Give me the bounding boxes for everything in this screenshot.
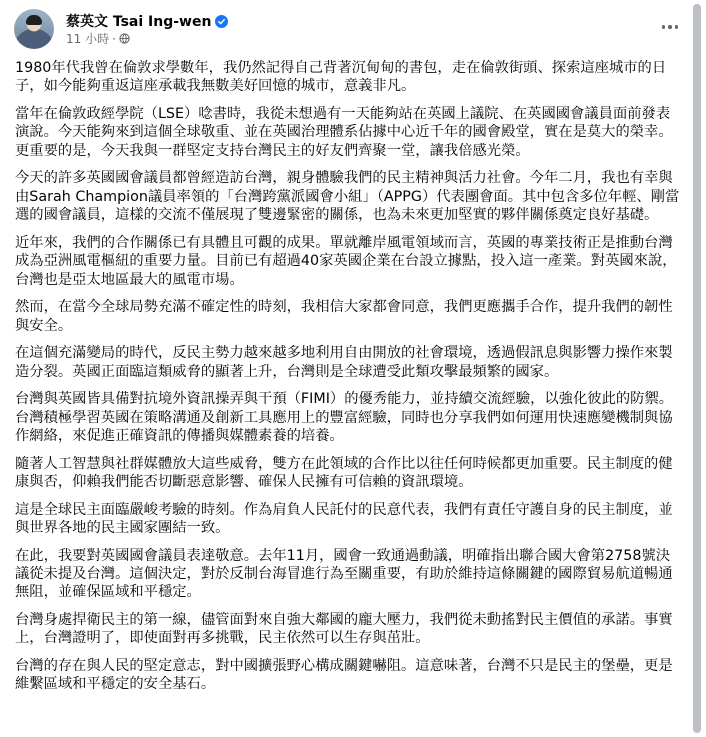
post-paragraph: 今天的許多英國國會議員都曾經造訪台灣，親身體驗我們的民主精神與活力社會。今年二月，我也有幸與由Sarah Champion議員率領的「台灣跨黨派國會小組」（APPG）代表團會面。其中包含多位年輕、剛當選的國會議員，這樣的交流不僅展現了雙邊緊密的關係，也為未來更加堅實的夥伴關係奠定良好基礎。 xyxy=(15,170,680,224)
post-meta xyxy=(66,30,130,47)
avatar-hair xyxy=(26,15,42,25)
post-paragraph: 近年來，我們的合作關係已有具體且可觀的成果。單就離岸風電領域而言，英國的專業技術正是推動台灣成為亞洲風電樞紐的重要力量。目前已有超過40家英國企業在台設立據點，投入這一產業。對英國來說，台灣也是亞太地區最大的風電市場。 xyxy=(15,234,677,288)
more-options-icon[interactable] xyxy=(656,13,684,41)
post-header xyxy=(14,9,654,49)
avatar[interactable] xyxy=(14,9,54,49)
post-body xyxy=(15,59,680,703)
post-paragraph: 台灣與英國皆具備對抗境外資訊操弄與干預（FIMI）的優秀能力，並持續交流經驗，以強化彼此的防禦。台灣積極學習英國在策略溝通及創新工具應用上的豐富經驗，同時也分享我們如何運用快速應變機制與協作網絡，來促進正確資訊的傳播與媒體素養的培養。 xyxy=(15,391,674,445)
post-paragraph: 隨著人工智慧與社群媒體放大這些威脅，雙方在此領域的合作比以往任何時候都更加重要。民主制度的健康與否，仰賴我們能否切斷惡意影響、確保人民擁有可信賴的資訊環境。 xyxy=(15,455,673,491)
post-paragraph: 台灣的存在與人民的堅定意志，對中國擴張野心構成關鍵嚇阻。這意味著，台灣不只是民主的堡壘，更是維繫區域和平穩定的安全基石。 xyxy=(15,658,673,693)
post-paragraph: 在此，我要對英國國會議員表達敬意。去年11月，國會一致通過動議，明確指出聯合國大會第2758號決議從未提及台灣。這個決定，對於反制台海冒進行為至關重要，有助於維持這條關鍵的國際貿易航道暢通無阻，並確保區域和平穩定。 xyxy=(15,547,673,601)
scrollbar-thumb[interactable] xyxy=(693,4,701,733)
post-timestamp[interactable]: 11 小時 xyxy=(66,32,110,46)
post-paragraph: 1980年代我曾在倫敦求學數年，我仍然記得自己背著沉甸甸的書包，走在倫敦街頭、探索這座城市的日子，如今能夠重返這座承載我無數美好回憶的城市，意義非凡。 xyxy=(15,60,667,95)
author-row xyxy=(66,11,228,31)
post-paragraph: 台灣身處捍衛民主的第一線，儘管面對來自強大鄰國的龐大壓力，我們從未動搖對民主價值的承諾。事實上，台灣證明了，即使面對再多挑戰，民主依然可以生存與茁壯。 xyxy=(15,612,673,647)
post-paragraph: 然而，在當今全球局勢充滿不確定性的時刻，我相信大家都會同意，我們更應攜手合作，提升我們的韌性與安全。 xyxy=(15,299,673,334)
globe-icon xyxy=(119,33,130,44)
author-name[interactable]: 蔡英文 Tsai Ing-wen xyxy=(66,14,212,30)
verified-icon xyxy=(215,15,228,28)
post-paragraph: 在這個充滿變局的時代，反民主勢力越來越多地利用自由開放的社會環境，透過假訊息與影響力操作來製造分裂。英國正面臨這類威脅的顯著上升，台灣則是全球遭受此類攻擊最頻繁的國家。 xyxy=(15,345,673,380)
post-paragraph: 當年在倫敦政經學院（LSE）唸書時，我從未想過有一天能夠站在英國上議院、在英國國會議員面前發表演說。今天能夠來到這個全球敬重、並在英國治理體系佔據中心近千年的國會殿堂，實在是莫大的榮幸。更重要的是，今天我與一群堅定支持台灣民主的好友們齊聚一堂，讓我倍感光榮。 xyxy=(15,106,673,159)
meta-separator: · xyxy=(112,31,116,46)
scrollbar-track[interactable] xyxy=(694,0,704,737)
post-paragraph: 這是全球民主面臨嚴峻考驗的時刻。作為肩負人民託付的民意代表，我們有責任守護自身的民主制度，並與世界各地的民主國家團結一致。 xyxy=(15,501,673,537)
